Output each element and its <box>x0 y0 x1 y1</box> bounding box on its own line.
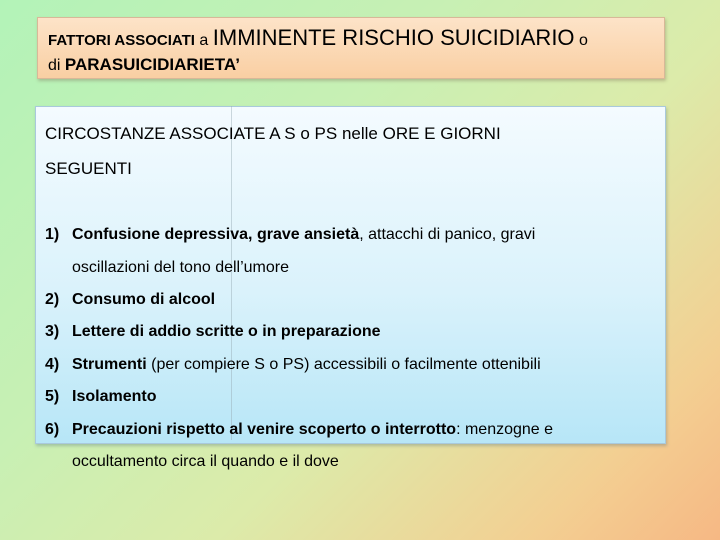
item-bold-text: Isolamento <box>72 388 157 405</box>
item-number: 2) <box>45 291 60 308</box>
list-item-3 <box>45 323 705 341</box>
item-bold-text: Precauzioni rispetto al venire scoperto o interrotto <box>72 421 457 438</box>
list-item-6 <box>45 421 705 439</box>
list-item-4 <box>45 356 705 374</box>
list-item-6-continuation: occultamento circa il quando e il dove <box>72 453 339 470</box>
list-item-1 <box>45 226 705 244</box>
item-bold-text: Lettere di addio scritte o in preparazione <box>72 323 381 340</box>
item-number: 6) <box>45 421 60 438</box>
item-number: 4) <box>45 356 60 373</box>
item-number: 1) <box>45 226 60 243</box>
item-number: 3) <box>45 323 60 340</box>
title-part-o: o <box>574 32 588 49</box>
item-text: (per compiere S o PS) accessibili o facilmente ottenibili <box>146 356 541 373</box>
heading-line-2: SEGUENTI <box>45 159 132 178</box>
title-part-a: a <box>194 32 213 49</box>
title-part-parasuicidiarieta: PARASUICIDIARIETA’ <box>64 55 240 74</box>
item-bold-text: Strumenti <box>72 356 147 373</box>
heading-line-1: CIRCOSTANZE ASSOCIATE A S o PS nelle ORE E GIORNI <box>45 124 501 143</box>
title-part-di: di <box>48 57 65 74</box>
title-part-rischio: IMMINENTE RISCHIO SUICIDIARIO <box>212 25 575 50</box>
title-part-fattori: FATTORI ASSOCIATI <box>48 32 195 49</box>
item-text: , attacchi di panico, gravi <box>359 226 536 243</box>
item-text: : menzogne e <box>456 421 554 438</box>
item-number: 5) <box>45 388 60 405</box>
item-bold-text: Confusione depressiva, grave ansietà <box>72 226 360 243</box>
list-item-1-continuation: oscillazioni del tono dell’umore <box>72 259 290 276</box>
list-item-5 <box>45 388 705 406</box>
item-bold-text: Consumo di alcool <box>72 291 216 308</box>
list-item-2 <box>45 291 705 309</box>
